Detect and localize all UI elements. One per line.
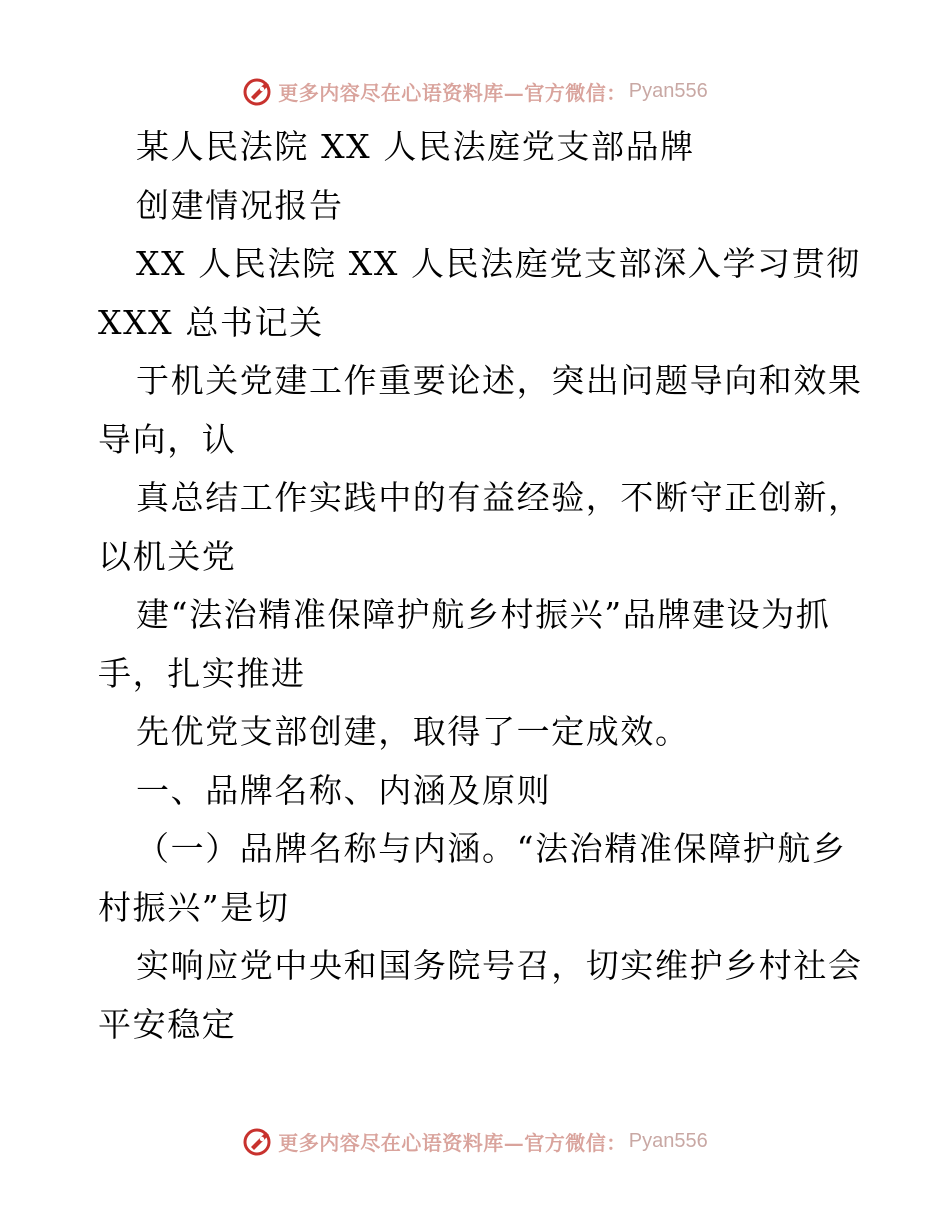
text-line: XXX 总书记关	[98, 302, 324, 342]
footer-banner	[0, 1121, 950, 1161]
header-banner-wechat-id: Pyan556	[628, 79, 708, 102]
text-line: 一、品牌名称、内涵及原则	[136, 770, 552, 810]
document-body	[98, 118, 863, 1054]
footer-banner-text: 更多内容尽在心语资料库—官方微信：	[278, 1130, 627, 1155]
text-line: 真总结工作实践中的有益经验，不断守正创新，	[136, 478, 863, 517]
header-banner	[0, 71, 950, 111]
text-line: 创建情况报告	[136, 185, 344, 225]
text-line: 先优党支部创建，取得了一定成效。	[136, 712, 690, 751]
text-line: 于机关党建工作重要论述，突出问题导向和效果	[136, 361, 863, 400]
text-line: 平安稳定	[98, 1004, 237, 1044]
text-line: 建“法治精准保障护航乡村振兴”品牌建设为抓	[136, 595, 831, 634]
footer-banner-wechat-id: Pyan556	[628, 1129, 708, 1152]
text-line: 导向，认	[98, 419, 237, 459]
text-line: 以机关党	[98, 536, 237, 576]
text-line: 某人民法院 XX 人民法庭党支部品牌	[136, 127, 695, 166]
pen-logo-icon	[242, 75, 274, 107]
text-line: XX 人民法院 XX 人民法庭党支部深入学习贯彻	[136, 244, 861, 283]
pen-logo-icon	[242, 1125, 274, 1157]
text-line: 实响应党中央和国务院号召，切实维护乡村社会	[136, 946, 863, 985]
header-banner-text: 更多内容尽在心语资料库—官方微信：	[278, 80, 627, 105]
text-line: （一）品牌名称与内涵。“法治精准保障护航乡	[136, 829, 847, 868]
text-line: 村振兴”是切	[98, 887, 290, 927]
text-line: 手，扎实推进	[98, 653, 306, 693]
